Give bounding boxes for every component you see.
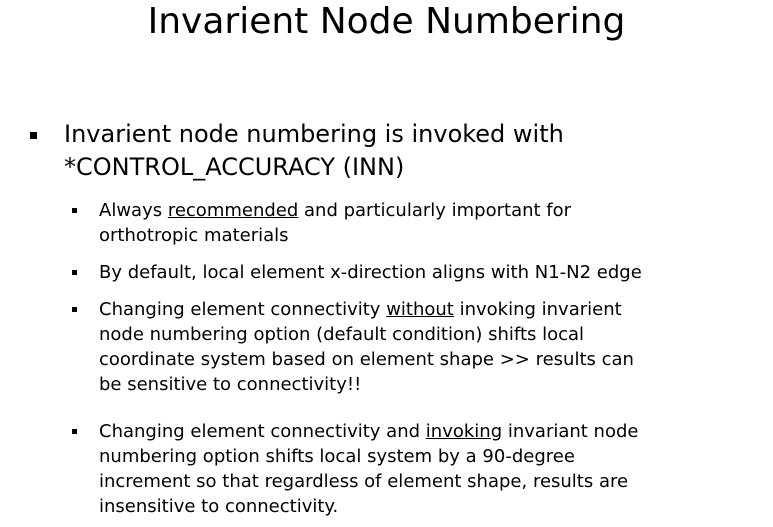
square-bullet-icon xyxy=(72,429,77,434)
sub-bullet-line xyxy=(99,297,759,322)
sub-bullet-line: coordinate system based on element shape >> results can xyxy=(99,349,634,370)
sub-bullet-text xyxy=(99,260,759,285)
sub-bullet-text xyxy=(99,198,759,248)
sub-bullet-line: be sensitive to connectivity!! xyxy=(99,374,362,395)
text-segment: Changing element connectivity and xyxy=(99,421,426,442)
sub-bullet-line xyxy=(99,419,759,444)
sub-bullet-line xyxy=(99,198,759,223)
text-segment: invariant node xyxy=(502,421,639,442)
square-bullet-icon xyxy=(30,132,37,139)
square-bullet-icon xyxy=(72,270,77,275)
sub-bullet-line: orthotropic materials xyxy=(99,225,289,246)
main-bullet-text xyxy=(64,118,754,184)
sub-bullet-text xyxy=(99,297,759,397)
text-segment: Always xyxy=(99,200,168,221)
square-bullet-icon xyxy=(72,307,77,312)
square-bullet-icon xyxy=(72,208,77,213)
underlined-word: recommended xyxy=(167,200,299,221)
sub-bullet-line: increment so that regardless of element shape, results are xyxy=(99,471,629,492)
main-bullet-line-2: *CONTROL_ACCURACY (INN) xyxy=(64,153,405,181)
sub-bullet-text xyxy=(99,419,759,519)
text-segment: Changing element connectivity xyxy=(99,299,387,320)
sub-bullet-line: insensitive to connectivity. xyxy=(99,496,339,517)
sub-bullet-line: node numbering option (default condition) shifts local xyxy=(99,324,585,345)
slide-title: Invarient Node Numbering xyxy=(147,1,626,42)
sub-bullet-line: By default, local element x-direction aligns with N1-N2 edge xyxy=(99,262,642,283)
underlined-word: invoking xyxy=(425,421,503,442)
text-segment: and particularly important for xyxy=(298,200,572,221)
text-segment: invoking invarient xyxy=(453,299,622,320)
sub-bullet-line: numbering option shifts local system by a 90-degree xyxy=(99,446,575,467)
underlined-word: without xyxy=(386,299,454,320)
main-bullet-line-1: Invarient node numbering is invoked with xyxy=(64,120,564,148)
